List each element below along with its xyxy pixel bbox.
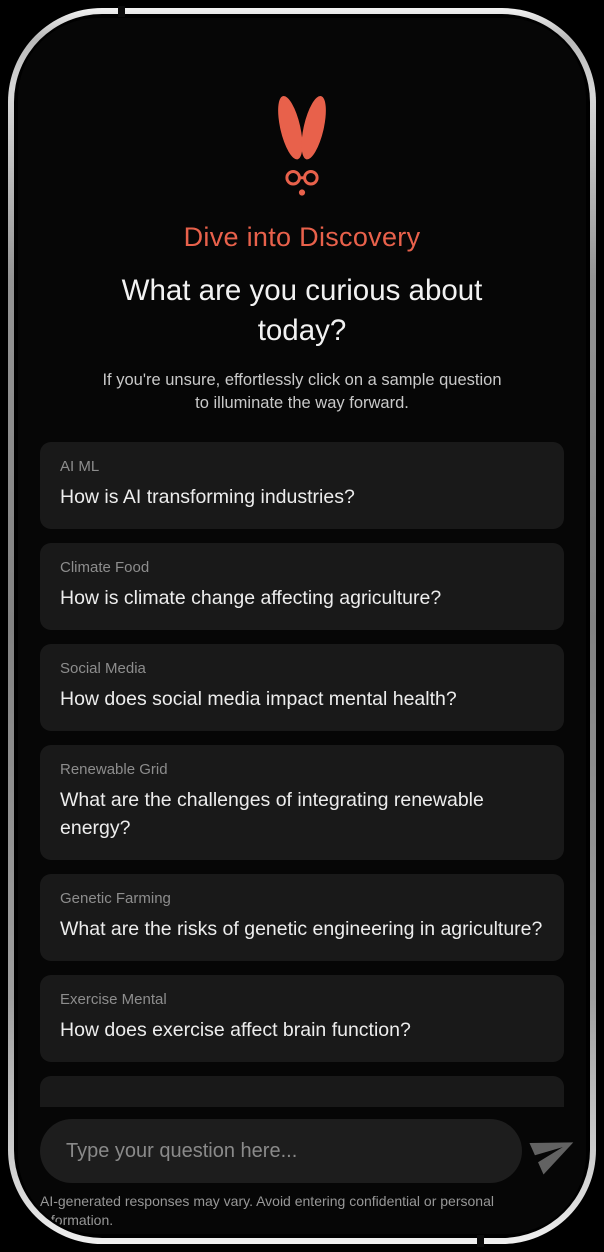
disclaimer-text: AI-generated responses may vary. Avoid entering confidential or personal information.: [40, 1193, 494, 1229]
sample-question-card[interactable]: [40, 975, 564, 1062]
rabbit-logo-icon: [40, 90, 564, 208]
question-tags: Exercise Mental: [60, 991, 167, 1009]
antenna-band-top: [118, 6, 125, 17]
question-text: What are the challenges of integrating renewable energy?: [60, 789, 484, 840]
page-heading: What are you curious about today?: [121, 274, 483, 348]
question-tags: Genetic Farming: [60, 890, 171, 908]
question-tags: Climate Food: [60, 559, 150, 577]
paper-plane-icon: [524, 1121, 585, 1182]
question-tags: Renewable Grid: [60, 761, 168, 779]
sample-question-card[interactable]: [40, 874, 564, 961]
send-button[interactable]: [528, 1123, 580, 1179]
composer-row: [40, 1119, 564, 1183]
sample-question-card[interactable]: [40, 543, 564, 630]
question-tags: Social Media: [60, 660, 146, 678]
question-tags: AI ML: [60, 458, 100, 476]
antenna-band-bottom: [477, 1235, 484, 1247]
question-input[interactable]: [40, 1119, 522, 1183]
question-text: How does social media impact mental health?: [60, 688, 457, 711]
sample-question-card[interactable]: [40, 644, 564, 731]
composer-bar: [18, 1107, 586, 1234]
sample-question-card[interactable]: [40, 745, 564, 860]
question-text: How does exercise affect brain function?: [60, 1019, 411, 1042]
main-content: [18, 18, 586, 1156]
app-title: Dive into Discovery: [183, 222, 421, 252]
page-subtitle: If you're unsure, effortlessly click on a sample question to illuminate the way forward.: [102, 371, 502, 413]
question-text: How is climate change affecting agriculture?: [60, 587, 442, 610]
sample-question-card[interactable]: [40, 442, 564, 529]
sample-question-list: [40, 442, 564, 1156]
question-text: What are the risks of genetic engineering in agriculture?: [60, 918, 543, 941]
app-screen: [18, 18, 586, 1234]
question-text: How is AI transforming industries?: [60, 486, 355, 509]
